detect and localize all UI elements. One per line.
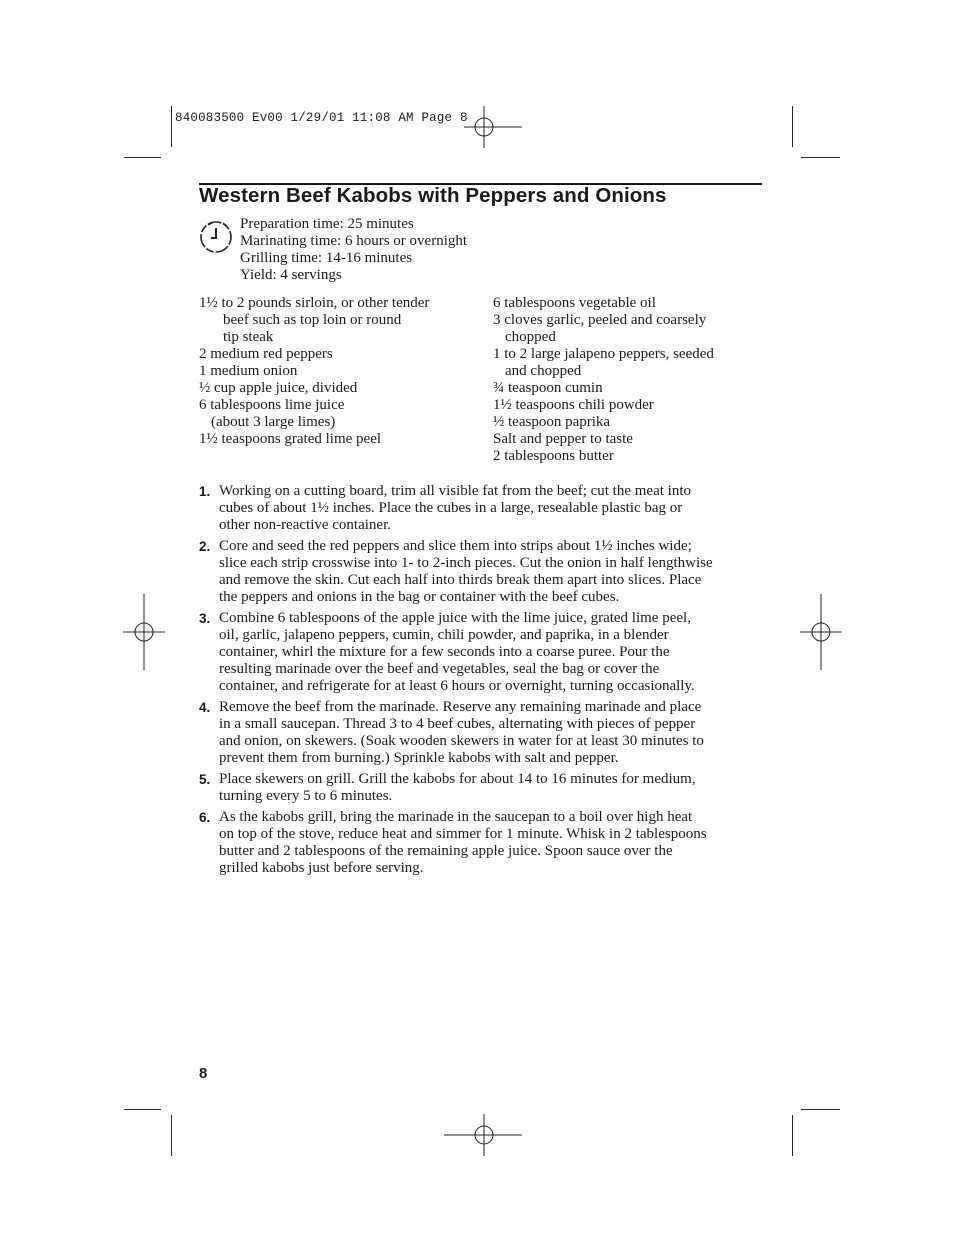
- step-line: Remove the beef from the marinade. Reserve any remaining marinade and place: [219, 699, 702, 715]
- step-line: Combine 6 tablespoons of the apple juice with the lime juice, grated lime peel,: [219, 610, 691, 626]
- step-line: on top of the stove, reduce heat and simmer for 1 minute. Whisk in 2 tablespoons: [219, 826, 707, 842]
- crop-mark-top-right-horizontal: [801, 157, 840, 158]
- ingredient-line: 1 to 2 large jalapeno peppers, seeded: [493, 346, 714, 362]
- step-4: [199, 699, 764, 767]
- step-line: grilled kabobs just before serving.: [219, 860, 424, 876]
- crop-mark-top-left-horizontal: [124, 157, 161, 158]
- marinating-time: Marinating time: 6 hours or overnight: [240, 233, 468, 249]
- step-5: [199, 771, 764, 805]
- crosshair-registration-mark-icon: [464, 106, 524, 148]
- ingredient-line: Salt and pepper to taste: [493, 431, 633, 447]
- ingredient-line: beef such as top loin or round: [223, 312, 402, 328]
- step-line: and remove the skin. Cut each half into thirds break them apart into slices. Place: [219, 572, 702, 588]
- page-number: 8: [199, 1065, 208, 1082]
- ingredient-line: 2 tablespoons butter: [493, 448, 614, 464]
- ingredient-line: 2 medium red peppers: [199, 346, 333, 362]
- ingredient-line: 1 medium onion: [199, 363, 298, 379]
- crop-mark-bottom-left-horizontal: [124, 1109, 161, 1110]
- recipe-title: Western Beef Kabobs with Peppers and Onions: [199, 184, 667, 207]
- step-line: Place skewers on grill. Grill the kabobs for about 14 to 16 minutes for medium,: [219, 771, 696, 787]
- ingredients-left: [199, 295, 429, 448]
- step-line: other non-reactive container.: [219, 517, 392, 533]
- ingredient-line: and chopped: [505, 363, 582, 379]
- crop-mark-bottom-right-vertical: [792, 1115, 793, 1156]
- step-line: prevent them from burning.) Sprinkle kabobs with salt and pepper.: [219, 750, 619, 766]
- step-line: slice each strip crosswise into 1- to 2-inch pieces. Cut the onion in half lengthwise: [219, 555, 713, 571]
- step-3: [199, 610, 764, 695]
- ingredient-line: ¾ teaspoon cumin: [493, 380, 603, 396]
- step-2: [199, 538, 764, 606]
- step-line: the peppers and onions in the bag or container with the beef cubes.: [219, 589, 620, 605]
- print-slug-line: 840083500 Ev00 1/29/01 11:08 AM Page 8: [175, 111, 468, 125]
- step-line: butter and 2 tablespoons of the remaining apple juice. Spoon sauce over the: [219, 843, 673, 859]
- step-6: [199, 809, 764, 877]
- ingredient-line: tip steak: [223, 329, 274, 345]
- instructions: [199, 483, 764, 881]
- step-number: 2.: [199, 539, 211, 554]
- ingredient-line: chopped: [505, 329, 556, 345]
- crosshair-registration-mark-icon: [123, 594, 165, 670]
- yield: Yield: 4 servings: [240, 267, 342, 283]
- ingredient-line: 6 tablespoons vegetable oil: [493, 295, 656, 311]
- step-number: 4.: [199, 700, 211, 715]
- step-line: turning every 5 to 6 minutes.: [219, 788, 393, 804]
- ingredient-line: 6 tablespoons lime juice: [199, 397, 345, 413]
- step-line: Core and seed the red peppers and slice them into strips about 1½ inches wide;: [219, 538, 692, 554]
- ingredient-line: 1½ teaspoons chili powder: [493, 397, 654, 413]
- step-1: [199, 483, 764, 534]
- crop-mark-top-left-vertical: [171, 106, 172, 147]
- step-number: 3.: [199, 611, 211, 626]
- step-line: container, and refrigerate for at least 6 hours or overnight, turning occasionally.: [219, 678, 695, 694]
- clock-icon: [199, 219, 235, 255]
- step-line: in a small saucepan. Thread 3 to 4 beef cubes, alternating with pieces of pepper: [219, 716, 696, 732]
- ingredient-line: 1½ teaspoons grated lime peel: [199, 431, 382, 447]
- ingredient-line: 1½ to 2 pounds sirloin, or other tender: [199, 295, 430, 311]
- step-line: oil, garlic, jalapeno peppers, cumin, chili powder, and paprika, in a blender: [219, 627, 669, 643]
- step-line: As the kabobs grill, bring the marinade in the saucepan to a boil over high heat: [219, 809, 693, 825]
- grilling-time: Grilling time: 14-16 minutes: [240, 250, 413, 266]
- crop-mark-top-right-vertical: [792, 106, 793, 147]
- step-number: 6.: [199, 810, 211, 825]
- ingredient-line: 3 cloves garlic, peeled and coarsely: [493, 312, 707, 328]
- step-number: 5.: [199, 772, 211, 787]
- crop-mark-bottom-right-horizontal: [801, 1109, 840, 1110]
- step-line: resulting marinade over the beef and vegetables, seal the bag or cover the: [219, 661, 660, 677]
- crosshair-registration-mark-icon: [800, 594, 842, 670]
- step-line: Working on a cutting board, trim all visible fat from the beef; cut the meat into: [219, 483, 691, 499]
- ingredient-line: ½ teaspoon paprika: [493, 414, 611, 430]
- ingredients-right: [493, 295, 714, 465]
- crosshair-registration-mark-icon: [444, 1114, 524, 1156]
- crop-mark-bottom-left-vertical: [171, 1115, 172, 1156]
- timing-info: [240, 216, 467, 284]
- step-number: 1.: [199, 484, 211, 499]
- ingredient-line: (about 3 large limes): [211, 414, 336, 430]
- step-line: container, whirl the mixture for a few seconds into a coarse puree. Pour the: [219, 644, 670, 660]
- step-line: cubes of about 1½ inches. Place the cubes in a large, resealable plastic bag or: [219, 500, 683, 516]
- step-line: and onion, on skewers. (Soak wooden skewers in water for at least 30 minutes to: [219, 733, 704, 749]
- ingredient-line: ½ cup apple juice, divided: [199, 380, 358, 396]
- prep-time: Preparation time: 25 minutes: [240, 216, 414, 232]
